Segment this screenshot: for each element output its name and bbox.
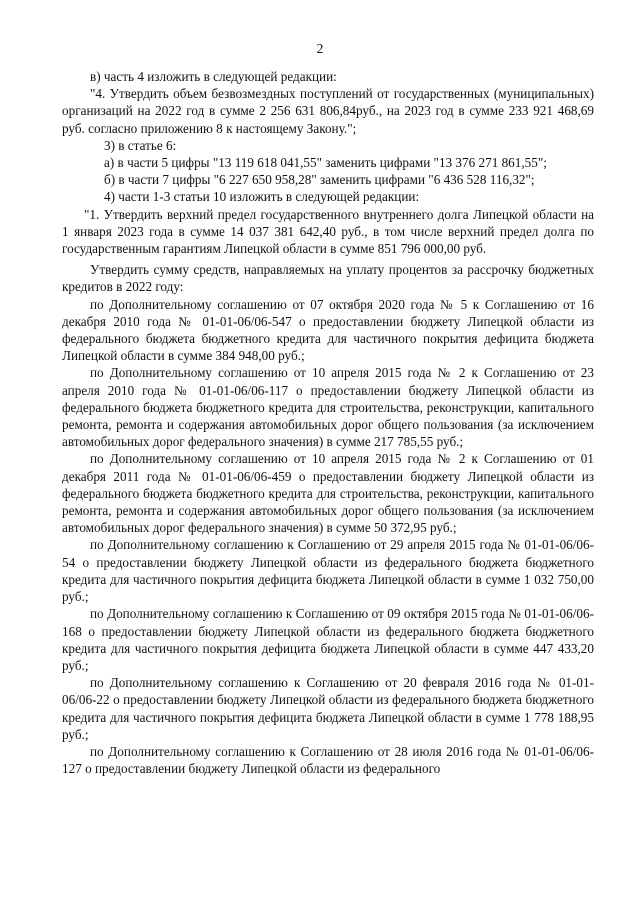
paragraph-article-6-part-5: а) в части 5 цифры "13 119 618 041,55" заменить цифрами "13 376 271 861,55"; bbox=[104, 155, 547, 171]
paragraph-agreement-127: по Дополнительному соглашению к Соглашению от 28 июля 2016 года № 01-01-06/06-127 о предоставлении бюджету Липецкой области из федерального bbox=[62, 743, 594, 777]
paragraph-agreement-168: по Дополнительному соглашению к Соглашению от 09 октября 2015 года № 01-01-06/06-168 о предоставлении бюджету Липецкой области из федерального бюджета бюджетного кредита для частичного покрытия дефицита бюджета Липецкой области в сумме 447 433,20 руб.; bbox=[62, 606, 594, 673]
paragraph-article-6-intro: 3) в статье 6: bbox=[104, 137, 177, 153]
paragraph-debt-limit: "1. Утвердить верхний предел государственного внутреннего долга Липецкой области на 1 января 2023 года в сумме 14 037 381 642,40 руб., в том числе верхний предел долга по государственным гарантиям Липецкой области в сумме 851 796 000,00 руб. bbox=[62, 206, 594, 257]
paragraph-agreement-459: по Дополнительному соглашению от 10 апреля 2015 года № 2 к Соглашению от 01 декабря 2011 года № 01-01-06/06-459 о предоставлении бюджету Липецкой области из федерального бюджета бюджетного кредита для строительства, реконструкции, капитального ремонта, ремонта и содержания автомобильных дорог общего пользования (за исключением автомобильных дорог федерального значения) в сумме 50 372,95 руб.; bbox=[62, 451, 594, 536]
document-body bbox=[62, 68, 594, 777]
paragraph-interest-intro: Утвердить сумму средств, направляемых на уплату процентов за рассрочку бюджетных кредитов в 2022 году: bbox=[62, 262, 594, 295]
paragraph-agreement-547: по Дополнительному соглашению от 07 октября 2020 года № 5 к Соглашению от 16 декабря 2010 года № 01-01-06/06-547 о предоставлении бюджету Липецкой области из федерального бюджета бюджетного кредита для частичного покрытия дефицита бюджета Липецкой области в сумме 384 948,00 руб.; bbox=[62, 296, 594, 364]
paragraph-article-10-intro: 4) части 1-3 статьи 10 изложить в следующей редакции: bbox=[104, 189, 420, 205]
paragraph-article-6-part-7: б) в части 7 цифры "6 227 650 958,28" заменить цифрами "6 436 528 116,32"; bbox=[104, 172, 535, 188]
paragraph-part-4-intro: в) часть 4 изложить в следующей редакции: bbox=[90, 69, 337, 84]
page-number: 2 bbox=[316, 41, 324, 56]
paragraph-part-4-text: "4. Утвердить объем безвозмездных поступлений от государственных (муниципальных) организаций на 2022 год в сумме 2 256 631 806,84руб., на 2023 год в сумме 233 921 468,69 руб. согласно приложению 8 к настоящему Закону."; bbox=[62, 86, 594, 136]
paragraph-agreement-54: по Дополнительному соглашению к Соглашению от 29 апреля 2015 года № 01-01-06/06-54 о предоставлении бюджету Липецкой области из федерального бюджета бюджетного кредита для частичного покрытия дефицита бюджета Липецкой области в сумме 1 032 750,00 руб.; bbox=[62, 537, 594, 605]
paragraph-agreement-117: по Дополнительному соглашению от 10 апреля 2015 года № 2 к Соглашению от 23 апреля 2010 года № 01-01-06/06-117 о предоставлении бюджету Липецкой области из федерального бюджета бюджетного кредита для строительства, реконструкции, капитального ремонта, ремонта и содержания автомобильных дорог общего пользования (за исключением автомобильных дорог федерального значения) в сумме 217 785,55 руб.; bbox=[62, 365, 594, 450]
paragraph-agreement-22: по Дополнительному соглашению к Соглашению от 20 февраля 2016 года № 01-01-06/06-22 о предоставлении бюджету Липецкой области из федерального бюджета бюджетного кредита для частичного покрытия дефицита бюджета Липецкой области в сумме 1 778 188,95 руб.; bbox=[62, 675, 594, 742]
